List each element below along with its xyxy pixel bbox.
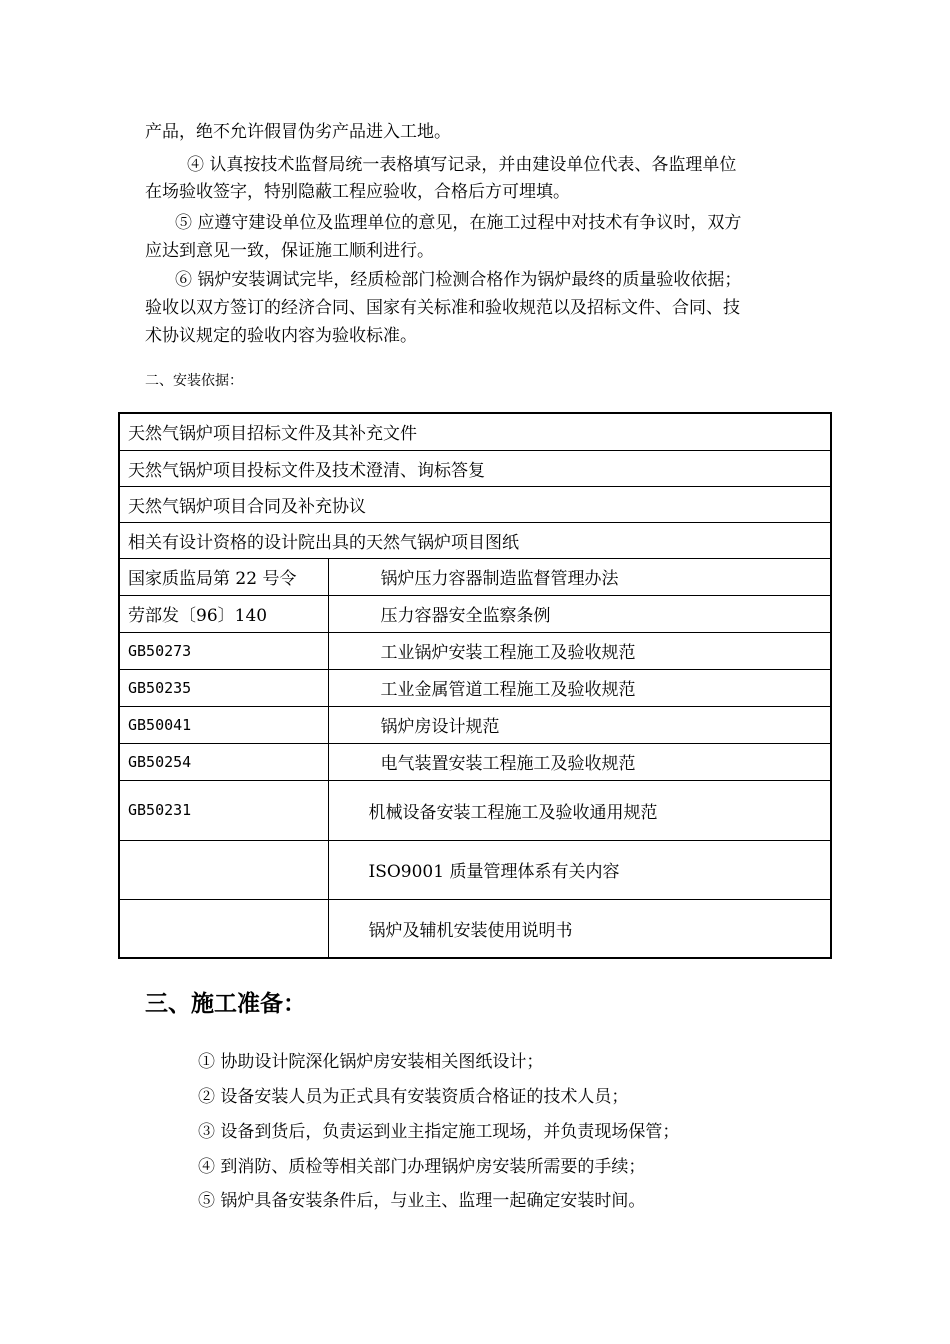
intro-line: 应达到意见一致，保证施工顺利进行。 (145, 241, 434, 261)
intro-line: 在场验收签字，特别隐蔽工程应验收，合格后方可埋填。 (145, 182, 570, 202)
table-cell-code: GB50231 (119, 780, 328, 840)
table-cell-code: GB50273 (119, 632, 328, 669)
table-cell-code (119, 840, 328, 899)
table-cell-name: 锅炉房设计规范 (328, 706, 831, 743)
intro-line: ⑤ 应遵守建设单位及监理单位的意见，在施工过程中对技术有争议时，双方 (175, 213, 742, 233)
intro-line: 验收以双方签订的经济合同、国家有关标准和验收规范以及招标文件、合同、技 (145, 298, 740, 318)
table-row (119, 669, 831, 706)
table-cell: 天然气锅炉项目招标文件及其补充文件 (119, 413, 831, 450)
list-item: ① 协助设计院深化锅炉房安装相关图纸设计； (198, 1052, 544, 1072)
table-row (119, 486, 831, 522)
list-item: ② 设备安装人员为正式具有安装资质合格证的技术人员； (198, 1087, 629, 1107)
table-row (119, 899, 831, 958)
table-cell-code (119, 899, 328, 958)
table-cell-code: GB50041 (119, 706, 328, 743)
table-cell-name: 电气装置安装工程施工及验收规范 (328, 743, 831, 780)
intro-line: ④ 认真按技术监督局统一表格填写记录，并由建设单位代表、各监理单位 (187, 155, 737, 175)
table-row (119, 413, 831, 450)
table-cell-code: GB50254 (119, 743, 328, 780)
table-cell-code: 国家质监局第 22 号令 (119, 558, 328, 595)
table-row (119, 632, 831, 669)
list-item: ③ 设备到货后，负责运到业主指定施工现场，并负责现场保管； (198, 1122, 680, 1142)
list-item: ④ 到消防、质检等相关部门办理锅炉房安装所需要的手续； (198, 1157, 646, 1177)
table-row (119, 743, 831, 780)
table-cell-name: 压力容器安全监察条例 (328, 595, 831, 632)
table-cell-code: 劳部发〔96〕140 (119, 595, 328, 632)
table-row (119, 840, 831, 899)
table-cell-name: 机械设备安装工程施工及验收通用规范 (328, 780, 831, 840)
table-cell-name: ISO9001 质量管理体系有关内容 (328, 840, 831, 899)
table-cell: 天然气锅炉项目合同及补充协议 (119, 486, 831, 522)
table-cell: 相关有设计资格的设计院出具的天然气锅炉项目图纸 (119, 522, 831, 558)
table-row (119, 522, 831, 558)
section-heading-installation-basis: 二、安装依据： (145, 373, 243, 389)
table-cell-name: 锅炉压力容器制造监督管理办法 (328, 558, 831, 595)
table-row (119, 780, 831, 840)
intro-line: 术协议规定的验收内容为验收标准。 (145, 326, 417, 346)
table-row (119, 450, 831, 486)
list-item: ⑤ 锅炉具备安装条件后，与业主、监理一起确定安装时间。 (198, 1191, 646, 1211)
installation-basis-table (118, 412, 832, 959)
table-row (119, 595, 831, 632)
table-cell-name: 工业锅炉安装工程施工及验收规范 (328, 632, 831, 669)
section-heading-construction-preparation: 三、施工准备： (145, 991, 306, 1017)
table-cell-name: 锅炉及辅机安装使用说明书 (328, 899, 831, 958)
table-cell-code: GB50235 (119, 669, 328, 706)
table-row (119, 706, 831, 743)
table-cell: 天然气锅炉项目投标文件及技术澄清、询标答复 (119, 450, 831, 486)
intro-line: 产品，绝不允许假冒伪劣产品进入工地。 (145, 122, 451, 142)
table-row (119, 558, 831, 595)
table-cell-name: 工业金属管道工程施工及验收规范 (328, 669, 831, 706)
intro-line: ⑥ 锅炉安装调试完毕，经质检部门检测合格作为锅炉最终的质量验收依据； (175, 270, 742, 290)
